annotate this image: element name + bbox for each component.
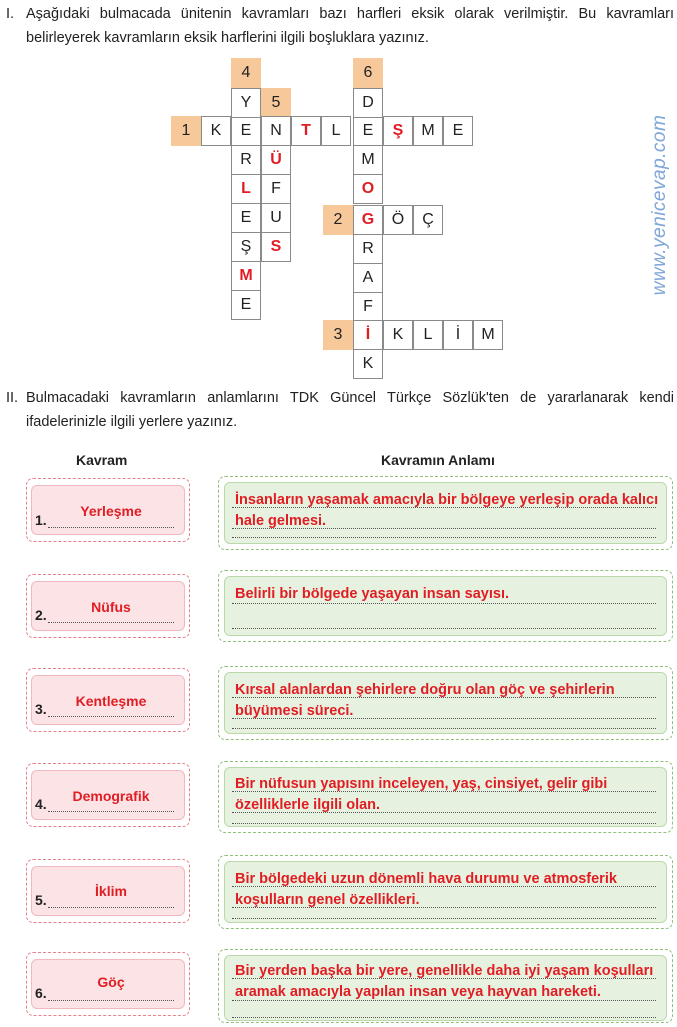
cell-6-9[interactable]: İ bbox=[353, 320, 383, 350]
cell-4-4[interactable]: L bbox=[231, 174, 261, 204]
cell-6-4[interactable]: O bbox=[353, 174, 383, 204]
section-1-numeral: I. bbox=[6, 6, 15, 22]
cell-6-8[interactable]: F bbox=[353, 292, 383, 322]
concept-answer: Nüfus bbox=[91, 599, 131, 615]
cell-1-5[interactable]: L bbox=[321, 116, 351, 146]
section-1-instruction: Aşağıdaki bulmacada ünitenin kavramları bazı harfleri eksik olarak verilmiştir. Bu kavramları belirleyerek kavramların eksik harflerini ilgili boşluklara yazınız. bbox=[26, 6, 674, 46]
cell-1-8[interactable]: M bbox=[413, 116, 443, 146]
cell-1-1[interactable]: K bbox=[201, 116, 231, 146]
cell-2-3[interactable]: Ç bbox=[413, 205, 443, 235]
clue-number-3: 3 bbox=[323, 320, 353, 350]
cell-4-8[interactable]: E bbox=[231, 290, 261, 320]
cell-5-3[interactable]: F bbox=[261, 174, 291, 204]
clue-number-1: 1 bbox=[171, 116, 201, 146]
cell-4-3[interactable]: R bbox=[231, 145, 261, 175]
cell-5-2[interactable]: Ü bbox=[261, 145, 291, 175]
meaning-line bbox=[232, 612, 656, 629]
cell-3-3[interactable]: L bbox=[413, 320, 443, 350]
meaning-text: İnsanların yaşamak amacıyla bir bölgeye yerleşip orada kalıcı hale gelmesi. bbox=[235, 492, 659, 529]
cell-1-2[interactable]: E bbox=[231, 116, 261, 146]
crossword bbox=[0, 0, 677, 380]
cell-1-9[interactable]: E bbox=[443, 116, 473, 146]
cell-6-1[interactable]: D bbox=[353, 88, 383, 118]
cell-4-7[interactable]: M bbox=[231, 261, 261, 291]
concept-number: 3. bbox=[35, 701, 47, 717]
cell-1-7[interactable]: Ş bbox=[383, 116, 413, 146]
cell-1-3[interactable]: N bbox=[261, 116, 291, 146]
concept-number: 6. bbox=[35, 985, 47, 1001]
cell-3-4[interactable]: İ bbox=[443, 320, 473, 350]
concept-answer: Demografik bbox=[72, 788, 150, 804]
meaning-text: Bir nüfusun yapısını inceleyen, yaş, cinsiyet, gelir gibi özelliklerle ilgili olan. bbox=[235, 776, 608, 813]
clue-number-2: 2 bbox=[323, 205, 353, 235]
meaning-line bbox=[232, 1001, 656, 1018]
concept-number: 4. bbox=[35, 796, 47, 812]
clue-number-5: 5 bbox=[261, 88, 291, 118]
concept-answer: Kentleşme bbox=[75, 693, 147, 709]
section-2-instruction: Bulmacadaki kavramların anlamlarını TDK Güncel Türkçe Sözlük'ten de yararlanarak kendi ifadelerinizle ilgili yerlere yazınız. bbox=[26, 390, 674, 430]
column-header-kavram: Kavram bbox=[76, 452, 128, 468]
cell-4-1[interactable]: Y bbox=[231, 88, 261, 118]
meaning-text: Belirli bir bölgede yaşayan insan sayısı. bbox=[235, 586, 510, 602]
concept-answer: Göç bbox=[97, 974, 125, 990]
concept-answer: Yerleşme bbox=[80, 503, 142, 519]
meaning-text: Bir bölgedeki uzun dönemli hava durumu ve atmosferik koşulların genel özellikleri. bbox=[235, 871, 617, 908]
cell-6-3[interactable]: M bbox=[353, 145, 383, 175]
cell-5-5[interactable]: S bbox=[261, 232, 291, 262]
column-header-anlam: Kavramın Anlamı bbox=[381, 452, 495, 468]
clue-number-6: 6 bbox=[353, 58, 383, 88]
concept-number: 5. bbox=[35, 892, 47, 908]
cell-6-10[interactable]: K bbox=[353, 349, 383, 379]
cell-6-7[interactable]: A bbox=[353, 263, 383, 293]
watermark: www.yenicevap.com bbox=[649, 114, 670, 296]
cell-3-5[interactable]: M bbox=[473, 320, 503, 350]
meaning-text: Bir yerden başka bir yere, genellikle daha iyi yaşam koşulları aramak amacıyla yapılan insan veya hayvan hareketi. bbox=[235, 963, 654, 1000]
cell-5-4[interactable]: U bbox=[261, 203, 291, 233]
cell-1-6[interactable]: E bbox=[353, 116, 383, 146]
cell-3-2[interactable]: K bbox=[383, 320, 413, 350]
concept-number: 1. bbox=[35, 512, 47, 528]
clue-number-4: 4 bbox=[231, 58, 261, 88]
concept-answer: İklim bbox=[95, 883, 127, 899]
concept-number: 2. bbox=[35, 607, 47, 623]
cell-4-5[interactable]: E bbox=[231, 203, 261, 233]
cell-6-6[interactable]: R bbox=[353, 234, 383, 264]
section-2-numeral: II. bbox=[6, 390, 19, 406]
cell-1-4[interactable]: T bbox=[291, 116, 321, 146]
cell-6-5[interactable]: G bbox=[353, 205, 383, 235]
cell-4-6[interactable]: Ş bbox=[231, 232, 261, 262]
meaning-text: Kırsal alanlardan şehirlere doğru olan göç ve şehirlerin büyümesi süreci. bbox=[235, 682, 615, 719]
cell-2-2[interactable]: Ö bbox=[383, 205, 413, 235]
